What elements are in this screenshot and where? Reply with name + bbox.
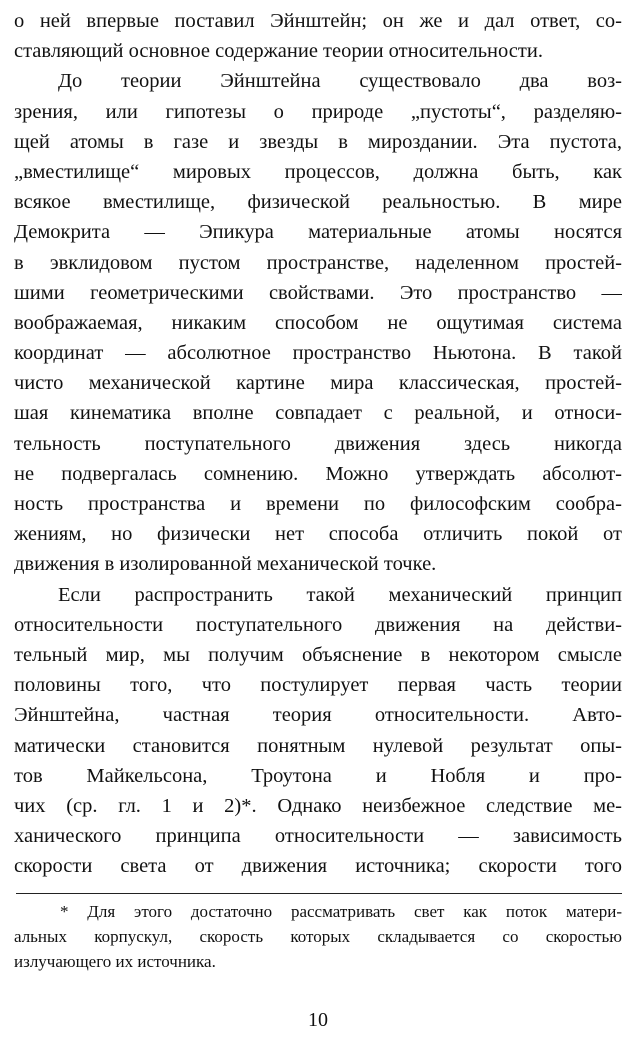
text-line: чих (ср. гл. 1 и 2)*. Однако неизбежное следствие ме- — [14, 794, 622, 817]
text-line: тельность поступательного движения здесь никогда — [14, 432, 622, 455]
text-line: тельный мир, мы получим объяснение в некотором смысле — [14, 643, 622, 666]
text-line: тов Майкельсона, Троутона и Нобля и про- — [14, 764, 622, 787]
text-line: ханического принципа относительности — зависимость — [14, 825, 622, 848]
text-line: Эйнштейна, частная теория относительности. Авто- — [14, 704, 622, 727]
text-line: жениям, но физически нет способа отличить покой от — [14, 523, 622, 546]
text-line: чисто механической картине мира классическая, простей- — [14, 372, 622, 395]
text-line: воображаемая, никаким способом не ощутимая система — [14, 311, 622, 334]
footnote-line: альных корпускул, скорость которых складывается со скоростью — [14, 927, 622, 946]
text-line: Если распространить такой механический принцип — [58, 583, 622, 606]
footnote-line: излучающего их источника. — [14, 952, 216, 971]
paragraph — [14, 580, 622, 882]
text-line: Демокрита — Эпикура материальные атомы носятся — [14, 221, 622, 244]
text-line: всякое вместилище, физической реальностью. В мире — [14, 191, 622, 214]
text-line: „вместилище“ мировых процессов, должна быть, как — [14, 160, 622, 183]
page-body — [14, 6, 622, 881]
text-line: зрения, или гипотезы о природе „пустоты“, разделяю- — [14, 100, 622, 123]
text-line: не подвергалась сомнению. Можно утверждать абсолют- — [14, 462, 622, 485]
text-line: относительности поступательного движения на действи- — [14, 613, 622, 636]
text-line: щей атомы в газе и звезды в мироздании. Эта пустота, — [14, 130, 622, 153]
text-line: ность пространства и времени по философским сообра- — [14, 493, 622, 515]
text-line: шими геометрическими свойствами. Это пространство — — [14, 281, 622, 304]
text-line: о ней впервые поставил Эйнштейн; он же и дал ответ, со- — [14, 10, 622, 32]
text-line: координат — абсолютное пространство Ньютона. В такой — [14, 342, 622, 365]
footnote — [14, 899, 622, 974]
paragraph — [14, 66, 622, 579]
footnote-line: * Для этого достаточно рассматривать свет как поток матери- — [60, 902, 622, 921]
text-line: матически становится понятным нулевой результат опы- — [14, 734, 622, 757]
footnote-divider — [16, 893, 622, 894]
text-line: в эвклидовом пустом пространстве, наделенном простей- — [14, 251, 622, 274]
text-line: половины того, что постулирует первая часть теории — [14, 674, 622, 697]
paragraph — [14, 6, 622, 66]
page-number: 10 — [308, 1009, 328, 1031]
text-line: скорости света от движения источника; скорости того — [14, 855, 622, 878]
text-line: шая кинематика вполне совпадает с реальной, и относи- — [14, 402, 622, 425]
text-line: движения в изолированной механической точке. — [14, 553, 437, 576]
text-line: ставляющий основное содержание теории относительности. — [14, 40, 543, 63]
text-line: До теории Эйнштейна существовало два воз- — [58, 70, 622, 93]
